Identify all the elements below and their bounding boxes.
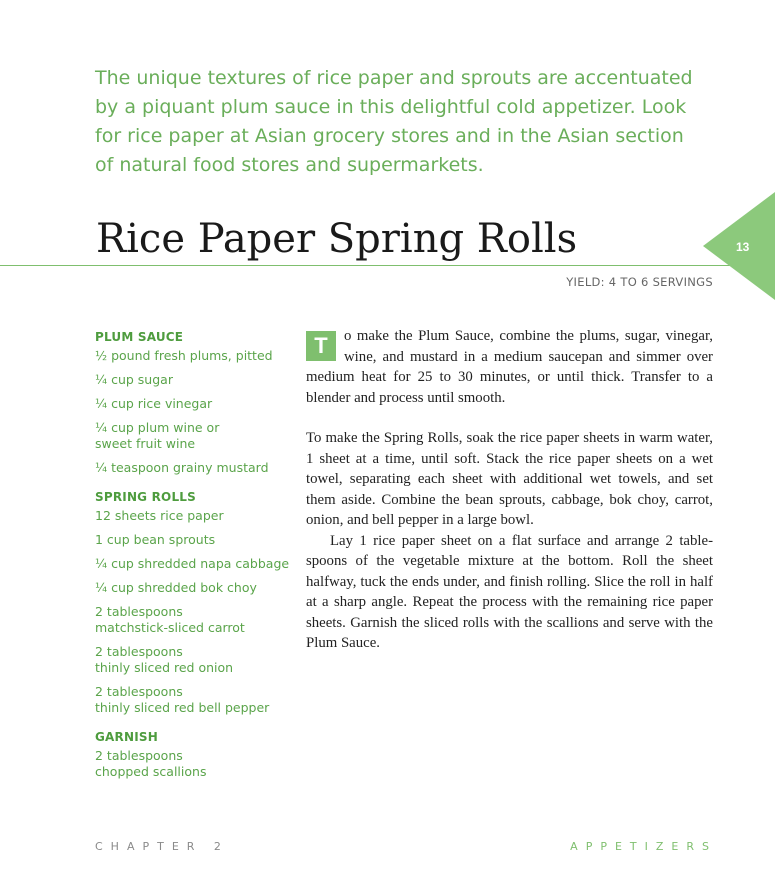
ingredient-item: ¼ cup plum wine or sweet fruit wine bbox=[95, 420, 220, 451]
ingredient-item: ¼ teaspoon grainy mustard bbox=[95, 460, 269, 475]
section-heading: PLUM SAUCE bbox=[95, 330, 184, 344]
ingredient-item: 2 tablespoons thinly sliced red bell pepper bbox=[95, 684, 270, 715]
ingredients-list bbox=[95, 330, 295, 794]
drop-cap: T bbox=[306, 331, 336, 361]
ingredient-item: ¼ cup sugar bbox=[95, 372, 173, 387]
ingredient-item: 2 tablespoons matchstick-sliced carrot bbox=[95, 604, 245, 635]
section-heading: SPRING ROLLS bbox=[95, 490, 196, 504]
method-paragraph-2: To make the Spring Rolls, soak the rice paper sheets in warm water, 1 sheet at a time, until soft. Stack the rice paper sheets on a wet towel, separating each sheet with additional wet towels, and set them aside. Combine the bean sprouts, cabbage, bok choy, carrot, onion, and bell pepper in a large bowl. bbox=[306, 430, 713, 528]
section-heading: GARNISH bbox=[95, 730, 158, 744]
method-text bbox=[306, 326, 713, 654]
method-paragraph-1-text: o make the Plum Sauce, combine the plums, sugar, vinegar, wine, and mustard in a medium saucepan and simmer over medium heat for 25 to 30 minutes, or until thick. Transfer to a blender and process until smooth. bbox=[306, 328, 713, 406]
recipe-title: Rice Paper Spring Rolls bbox=[96, 216, 578, 262]
ingredient-item: 2 tablespoons thinly sliced red onion bbox=[95, 644, 234, 675]
method-paragraph-3: Lay 1 rice paper sheet on a flat surface and arrange 2 table-spoons of the vegetable mixture at the bottom. Roll the sheet halfway, tuck the ends under, and finish rolling. Slice the roll in half at a sharp angle. Repeat the process with the remaining rice paper sheets. Garnish the sliced rolls with the scallions and serve with the Plum Sauce. bbox=[306, 532, 713, 651]
yield-label: YIELD: 4 TO 6 SERVINGS bbox=[566, 275, 713, 289]
intro-paragraph: The unique textures of rice paper and sprouts are accentuated by a piquant plum sauce in this delightful cold appetizer. Look for rice paper at Asian grocery stores and in the Asian section of natural food stores and supermarkets. bbox=[95, 67, 693, 176]
footer-chapter: CHAPTER 2 bbox=[95, 840, 229, 853]
footer-section: APPETIZERS bbox=[570, 840, 717, 853]
spring-rolls-section bbox=[95, 490, 295, 716]
ingredient-item: ¼ cup rice vinegar bbox=[95, 396, 213, 411]
ingredient-item: 2 tablespoons chopped scallions bbox=[95, 748, 207, 779]
ingredient-item: ¼ cup shredded napa cabbage bbox=[95, 556, 290, 571]
ingredient-item: ¼ cup shredded bok choy bbox=[95, 580, 257, 595]
title-rule bbox=[0, 265, 775, 266]
plum-sauce-section bbox=[95, 330, 295, 476]
ingredient-item: 1 cup bean sprouts bbox=[95, 532, 216, 547]
ingredient-item: ½ pound fresh plums, pitted bbox=[95, 348, 273, 363]
ingredient-item: 12 sheets rice paper bbox=[95, 508, 224, 523]
garnish-section bbox=[95, 730, 295, 780]
page-number: 13 bbox=[736, 240, 750, 254]
method-paragraph-1 bbox=[306, 326, 713, 408]
